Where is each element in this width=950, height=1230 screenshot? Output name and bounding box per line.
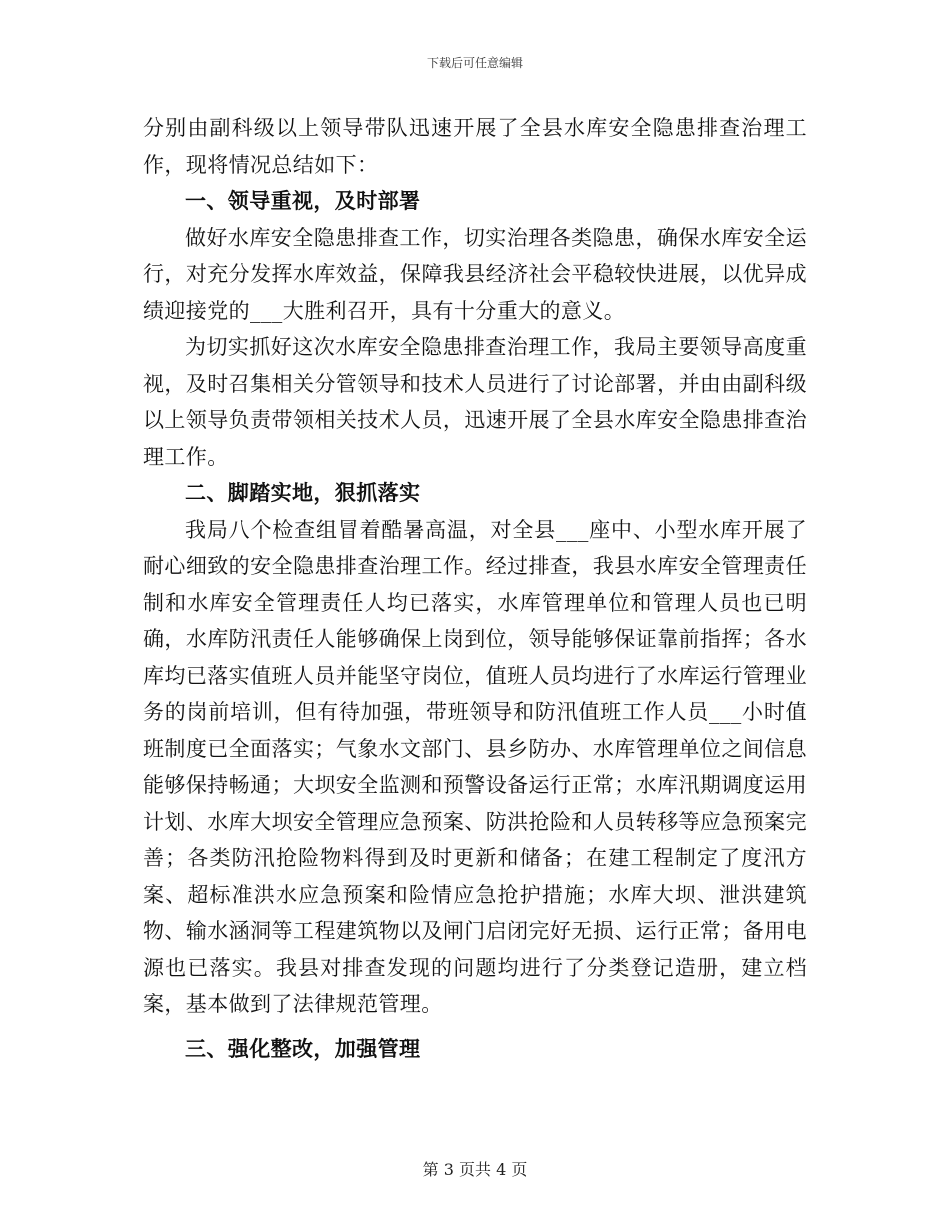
- section-1-heading: 一、领导重视，及时部署: [185, 188, 421, 213]
- section-2-heading: 二、脚踏实地，狠抓落实: [185, 480, 421, 505]
- page-header-note: 下载后可任意编辑: [426, 56, 523, 70]
- section-1-paragraph-2: 为切实抓好这次水库安全隐患排查治理工作，我局主要领导高度重视，及时召集相关分管领导和技术人员进行了讨论部署，并由由副科级以上领导负责带领相关技术人员，迅速开展了全县水库安全隐患排查治理工作。: [143, 335, 807, 469]
- intro-paragraph: 分别由副科级以上领导带队迅速开展了全县水库安全隐患排查治理工作，现将情况总结如下：: [143, 116, 807, 177]
- page-number: 第 3 页共 4 页: [422, 1160, 528, 1179]
- section-1-paragraph-1: 做好水库安全隐患排查工作，切实治理各类隐患，确保水库安全运行，对充分发挥水库效益，保障我县经济社会平稳较快进展，以优异成绩迎接党的___大胜利召开，具有十分重大的意义。: [143, 225, 807, 323]
- document-body: [143, 110, 807, 1067]
- section-2-paragraph-1: 我局八个检查组冒着酷暑高温，对全县___座中、小型水库开展了耐心细致的安全隐患排查治理工作。经过排查，我县水库安全管理责任制和水库安全管理责任人均已落实，水库管理单位和管理人员也已明确，水库防汛责任人能够确保上岗到位，领导能够保证靠前指挥；各水库均已落实值班人员并能坚守岗位，值班人员均进行了水库运行管理业务的岗前培训，但有待加强，带班领导和防汛值班工作人员___小时值班制度已全面落实；气象水文部门、县乡防办、水库管理单位之间信息能够保持畅通；大坝安全监测和预警设备运行正常；水库汛期调度运用计划、水库大坝安全管理应急预案、防洪抢险和人员转移等应急预案完善；各类防汛抢险物料得到及时更新和储备；在建工程制定了度汛方案、超标准洪水应急预案和险情应急抢护措施；水库大坝、泄洪建筑物、输水涵洞等工程建筑物以及闸门启闭完好无损、运行正常；备用电源也已落实。我县对排查发现的问题均进行了分类登记造册，建立档案，基本做到了法律规范管理。: [143, 517, 807, 1016]
- section-3-heading: 三、强化整改，加强管理: [185, 1035, 421, 1061]
